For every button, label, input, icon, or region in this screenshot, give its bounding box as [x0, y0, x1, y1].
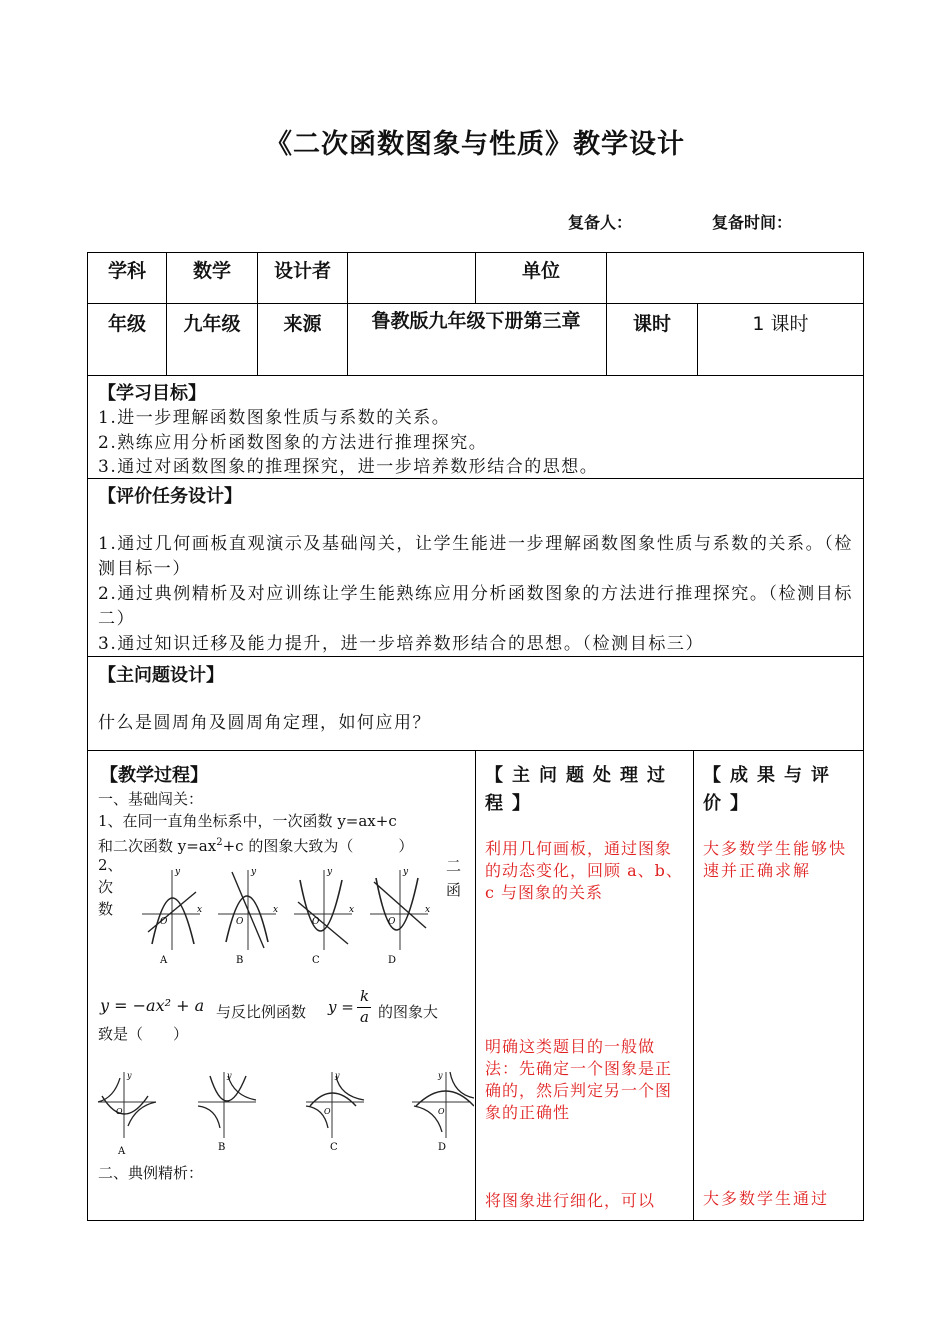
objectives-heading: 【学习目标】 — [98, 383, 206, 404]
q1-option-b-graph — [218, 867, 278, 966]
q2-option-a-graph — [98, 1071, 156, 1157]
q1-option-d-graph — [370, 867, 430, 966]
question1-line2: 和二次函数 $y=ax^2+c$ 的图象大致为（ ） — [98, 837, 414, 855]
evaluation-item: 2.通过典例精析及对应训练让学生能熟练应用分析函数图象的方法进行推理探究。（检测目标二） — [98, 584, 853, 629]
grade-label: 年级 — [107, 313, 146, 335]
process-col3-heading: 【成果与评价】 — [703, 765, 838, 814]
svg-text:y: y — [335, 1071, 340, 1080]
evaluation-heading: 【评价任务设计】 — [98, 486, 242, 507]
grade-value: 九年级 — [183, 313, 241, 335]
prep-time-label: 复备时间： — [712, 213, 793, 232]
source-label: 来源 — [283, 313, 322, 335]
source-value: 鲁教版九年级下册第三章 — [371, 310, 581, 332]
designer-label: 设计者 — [273, 260, 331, 282]
process-heading: 【教学过程】 — [100, 765, 208, 786]
subject-value: 数学 — [192, 260, 231, 282]
subject-label: 学科 — [107, 260, 146, 282]
q1-option-label: B — [236, 955, 244, 966]
fraction-lhs: y = — [328, 998, 354, 1016]
svg-text:x: x — [349, 905, 355, 915]
question1-line1: 1、在同一直角坐标系中，一次函数 y=ax+c — [98, 812, 397, 830]
svg-text:O: O — [312, 917, 320, 927]
objective-item: 3.通过对函数图象的推理探究，进一步培养数形结合的思想。 — [98, 457, 599, 477]
objective-item: 2.熟练应用分析函数图象的方法进行推理探究。 — [98, 433, 488, 453]
question2-line2: 致是（ ） — [98, 1025, 189, 1043]
svg-text:y: y — [127, 1071, 132, 1080]
q2-option-label: C — [330, 1142, 338, 1153]
objective-item: 1.进一步理解函数图象性质与系数的关系。 — [98, 408, 451, 428]
question2-number: 2、 — [98, 856, 123, 874]
process-note: 明确这类题目的一般做法：先确定一个图象是正确的，然后判定另一个图象的正确性 — [485, 1037, 673, 1122]
document-title: 《二次函数图象与性质》教学设计 — [265, 129, 685, 160]
svg-text:O: O — [116, 1107, 123, 1116]
fraction-numerator: k — [360, 987, 370, 1005]
svg-text:y: y — [403, 867, 409, 877]
q2-option-c-graph — [306, 1071, 364, 1153]
svg-text:y: y — [327, 867, 333, 877]
process-note: 利用几何画板，通过图象的动态变化，回顾 a、b、c 与图象的关系 — [485, 839, 683, 902]
q2-option-label: A — [118, 1146, 126, 1157]
svg-text:y: y — [251, 867, 257, 877]
svg-text:O: O — [438, 1107, 445, 1116]
q1-option-label: D — [388, 955, 397, 966]
question2-tail-text: 的图象大 — [378, 1003, 439, 1021]
unit-label: 单位 — [521, 260, 560, 282]
q2-option-label: D — [438, 1142, 447, 1153]
evaluation-item: 3.通过知识迁移及能力提升，进一步培养数形结合的思想。（检测目标三） — [98, 634, 705, 654]
process-note: 将图象进行细化，可以 — [485, 1191, 656, 1210]
svg-text:O: O — [324, 1107, 331, 1116]
fraction-denominator: a — [360, 1008, 369, 1026]
svg-text:y: y — [227, 1071, 232, 1080]
question2-middle-text: 与反比例函数 — [216, 1003, 307, 1021]
svg-text:y: y — [175, 867, 181, 877]
question2-side-text-right: 二函 — [446, 857, 462, 899]
q1-option-a-graph — [142, 867, 202, 966]
q2-option-label: B — [218, 1142, 226, 1153]
svg-text:x: x — [425, 905, 431, 915]
process-col2-heading: 【主问题处理过程】 — [485, 765, 674, 814]
svg-text:O: O — [236, 917, 244, 927]
main-question-heading: 【主问题设计】 — [98, 665, 224, 686]
q1-option-c-graph — [294, 867, 354, 966]
svg-text:x: x — [197, 905, 203, 915]
result-note: 大多数学生能够快速并正确求解 — [703, 839, 848, 880]
q2-option-d-graph — [412, 1071, 474, 1153]
part1-heading: 一、基础闯关： — [98, 790, 204, 808]
svg-text:O: O — [388, 917, 396, 927]
q1-option-label: A — [160, 955, 168, 966]
question1-graphs — [138, 862, 468, 972]
question2-graphs — [96, 1066, 474, 1158]
part2-heading: 二、典例精析： — [98, 1164, 204, 1182]
period-value: 1 课时 — [752, 313, 809, 335]
svg-text:x: x — [273, 905, 279, 915]
q2-option-b-graph — [198, 1071, 256, 1153]
result-note: 大多数学生通过 — [703, 1189, 830, 1208]
q1-option-label: C — [312, 955, 320, 966]
svg-text:O: O — [160, 917, 168, 927]
evaluation-item: 1.通过几何画板直观演示及基础闯关，让学生能进一步理解函数图象性质与系数的关系。（检测目标一） — [98, 534, 853, 579]
preparer-label: 复备人： — [568, 213, 633, 232]
main-question-text: 什么是圆周角及圆周角定理，如何应用？ — [98, 713, 431, 733]
period-label: 课时 — [632, 313, 671, 335]
question2-side-text: 次数 — [98, 878, 114, 918]
svg-text:y: y — [438, 1071, 443, 1080]
question2-formula: y = −ax² + a — [100, 996, 205, 1015]
